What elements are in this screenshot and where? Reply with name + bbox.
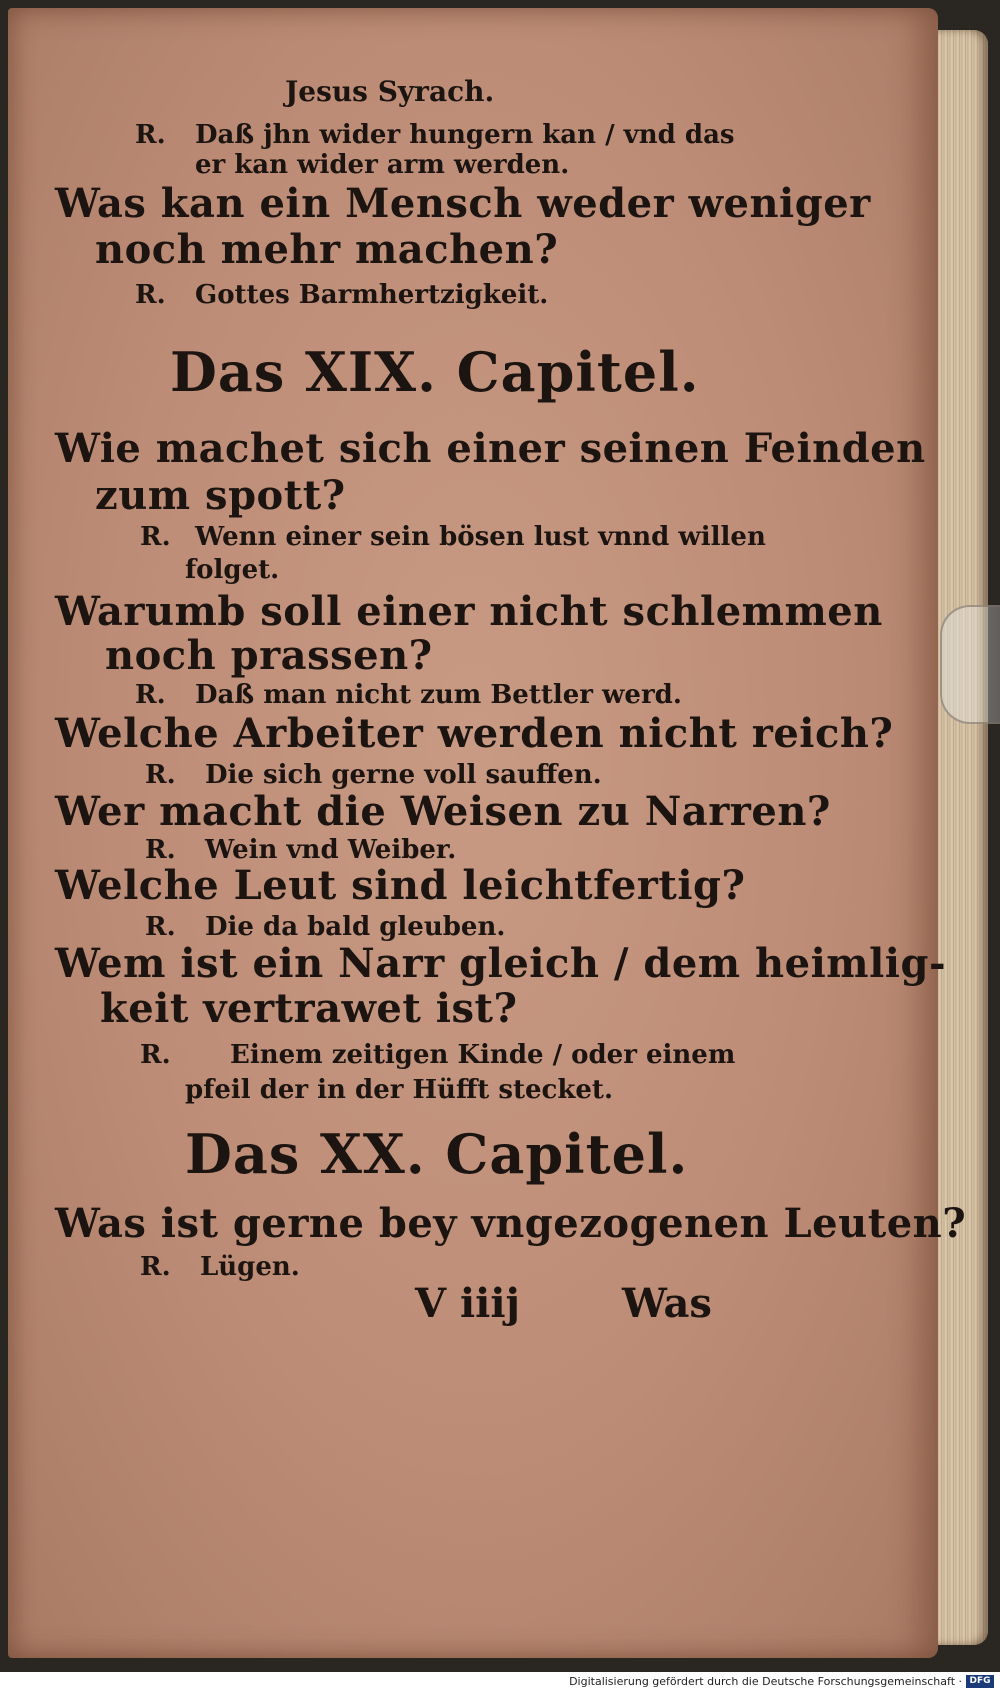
question-line: Warumb soll einer nicht schlemmen xyxy=(55,588,883,635)
question-line: noch mehr machen? xyxy=(95,226,559,273)
answer-marker: R. xyxy=(145,912,176,942)
answer-line: folget. xyxy=(185,555,280,585)
question-line: Welche Leut sind leichtfertig? xyxy=(55,862,746,909)
answer-marker: R. xyxy=(140,522,171,552)
answer-marker: R. xyxy=(140,1040,171,1070)
answer-marker: R. xyxy=(135,680,166,710)
answer-line: pfeil der in der Hüfft stecket. xyxy=(185,1075,613,1105)
catchword: Was xyxy=(622,1280,712,1327)
chapter-heading: Das XX. Capitel. xyxy=(185,1122,689,1186)
answer-line: Daß man nicht zum Bettler werd. xyxy=(195,680,682,710)
answer-line: er kan wider arm werden. xyxy=(195,150,570,180)
footer-bar xyxy=(0,1672,1000,1692)
question-line: keit vertrawet ist? xyxy=(100,985,518,1032)
page-edges xyxy=(930,30,988,1645)
question-line: Welche Arbeiter werden nicht reich? xyxy=(55,710,894,757)
answer-line: Einem zeitigen Kinde / oder einem xyxy=(230,1040,736,1070)
answer-marker: R. xyxy=(145,760,176,790)
page-signature: V iiij xyxy=(415,1280,521,1327)
question-line: Wer macht die Weisen zu Narren? xyxy=(55,788,831,835)
running-head: Jesus Syrach. xyxy=(285,75,495,108)
question-line: noch prassen? xyxy=(105,632,433,679)
question-line: Wem ist ein Narr gleich / dem heimlig- xyxy=(55,940,947,987)
answer-marker: R. xyxy=(140,1252,171,1282)
question-line: zum spott? xyxy=(95,472,346,519)
answer-line: Wein vnd Weiber. xyxy=(205,835,457,865)
answer-line: Die da bald gleuben. xyxy=(205,912,506,942)
dfg-logo-icon: DFG xyxy=(966,1675,994,1688)
question-line: Was kan ein Mensch weder weniger xyxy=(55,180,871,227)
chapter-heading: Das XIX. Capitel. xyxy=(170,340,700,404)
answer-line: Die sich gerne voll sauffen. xyxy=(205,760,602,790)
answer-line: Lügen. xyxy=(200,1252,300,1282)
question-line: Was ist gerne bey vngezogenen Leuten? xyxy=(55,1200,967,1247)
page-clip xyxy=(940,605,1000,724)
answer-line: Gottes Barmhertzigkeit. xyxy=(195,280,549,310)
answer-line: Wenn einer sein bösen lust vnnd willen xyxy=(195,522,766,552)
answer-marker: R. xyxy=(135,120,166,150)
answer-marker: R. xyxy=(135,280,166,310)
answer-marker: R. xyxy=(145,835,176,865)
question-line: Wie machet sich einer seinen Feinden xyxy=(55,425,926,472)
answer-line: Daß jhn wider hungern kan / vnd das xyxy=(195,120,735,150)
footer-credit: Digitalisierung gefördert durch die Deutsche Forschungsgemeinschaft · xyxy=(569,1675,962,1688)
